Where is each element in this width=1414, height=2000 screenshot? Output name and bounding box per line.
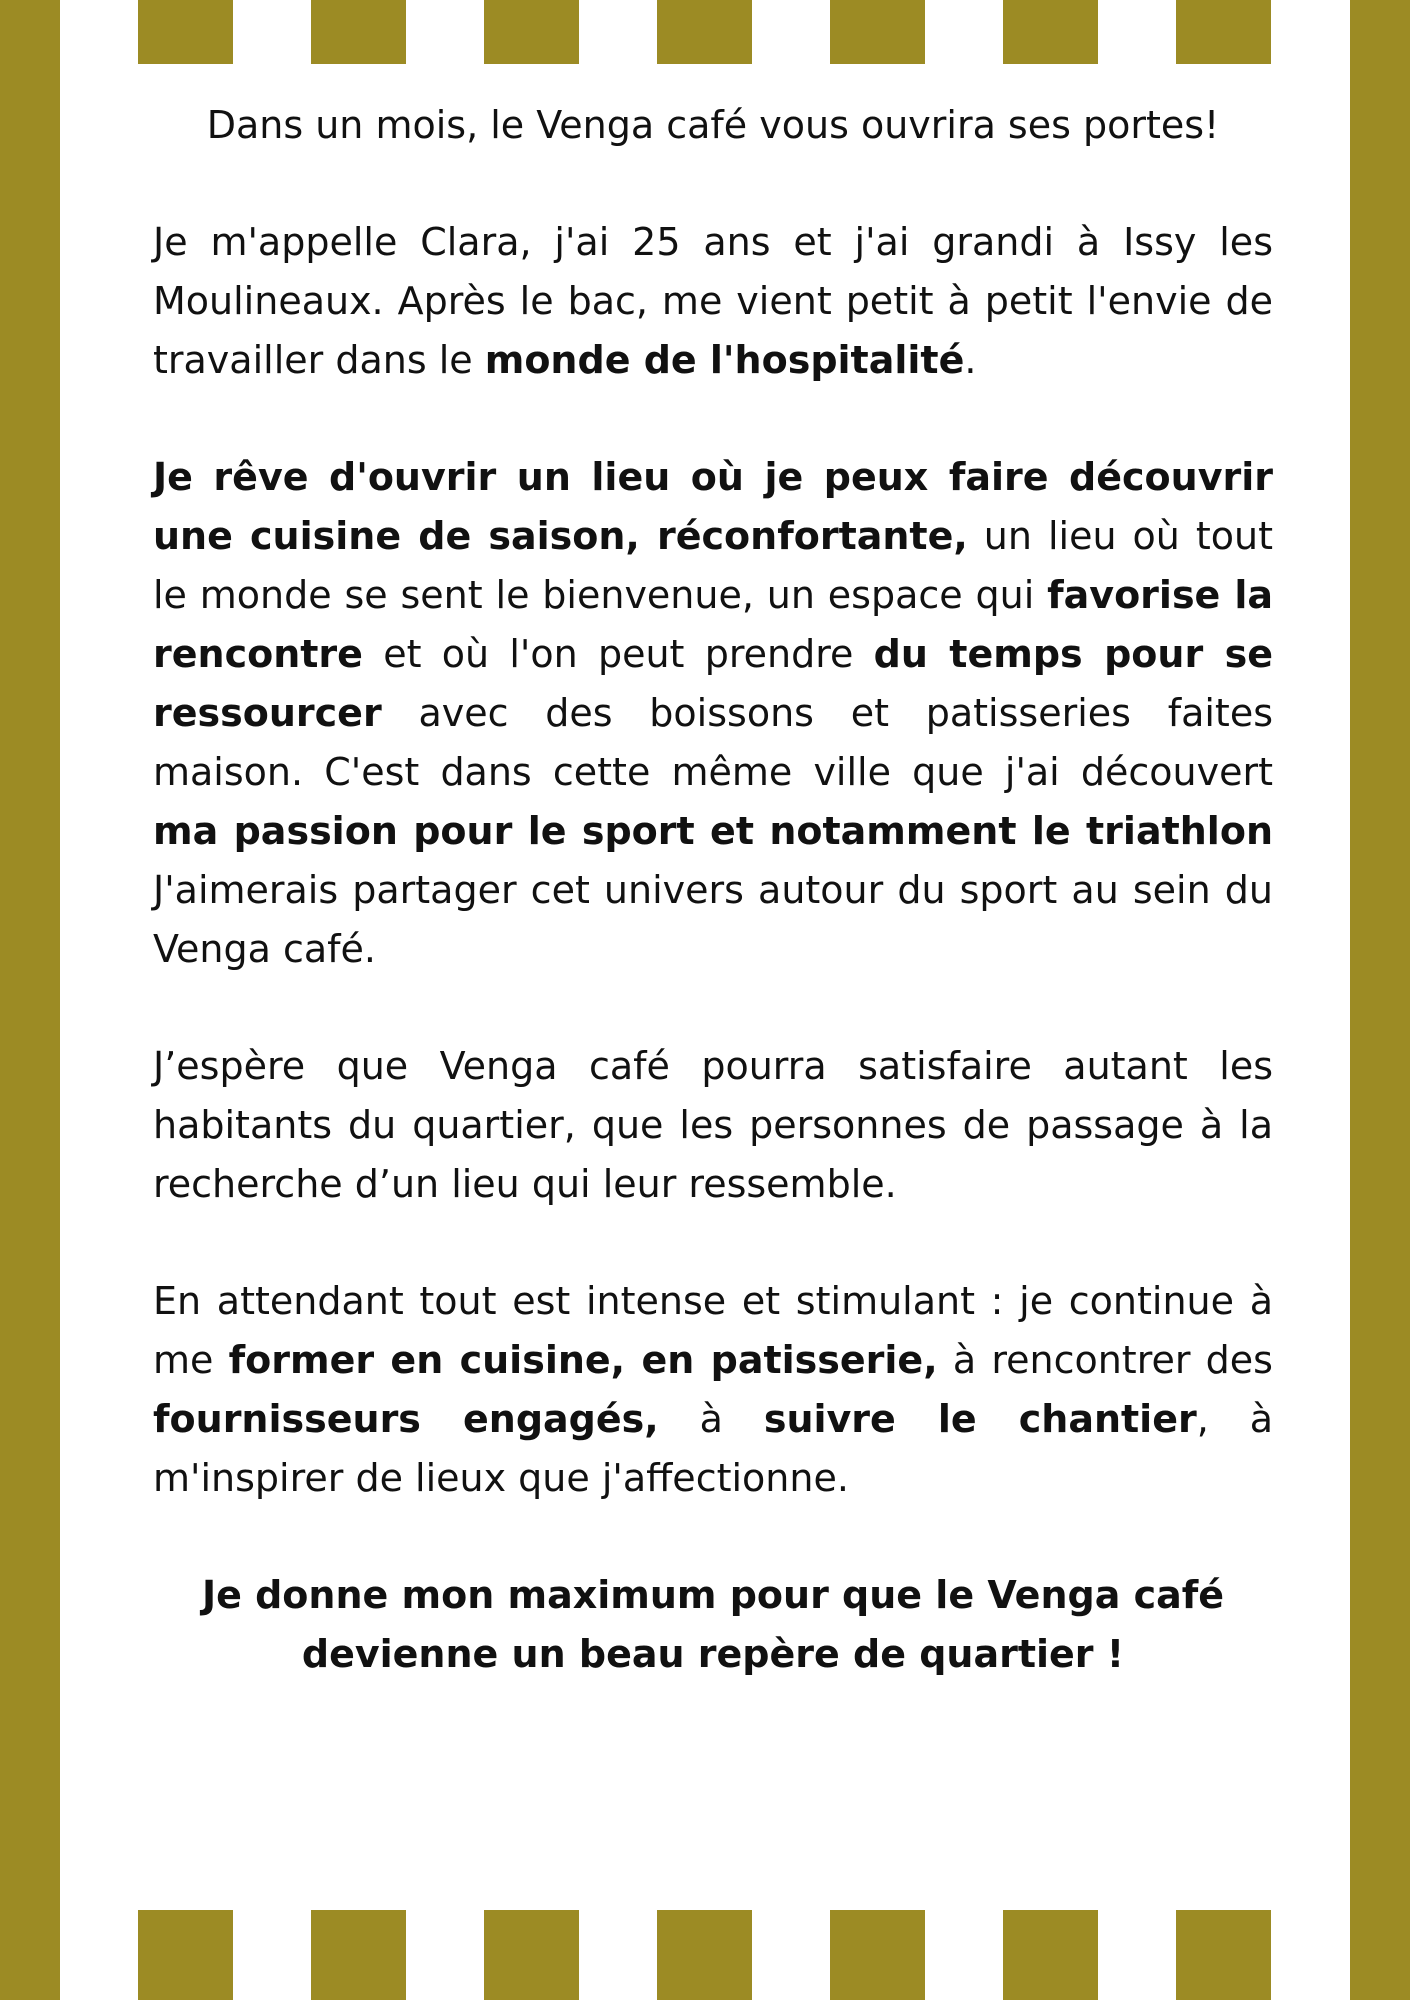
paragraph-text: J'aimerais partager cet univers autour du sport au sein du Venga café. bbox=[153, 868, 1273, 971]
paragraph-hope: J’espère que Venga café pourra satisfaire autant les habitants du quartier, que les personnes de passage à la recherche d’un lieu qui leur ressemble. bbox=[153, 1044, 1273, 1206]
intro-line: Dans un mois, le Venga café vous ouvrira ses portes! bbox=[206, 103, 1220, 147]
paragraph-text: à rencontrer des bbox=[937, 1338, 1273, 1382]
paragraph-text: . bbox=[964, 338, 977, 382]
border-square bbox=[657, 1910, 752, 2000]
left-border-band bbox=[0, 0, 60, 2000]
emphasis-text: favorise la rencontre bbox=[153, 573, 1273, 676]
emphasis-text: fournisseurs engagés, bbox=[153, 1397, 659, 1441]
letter-body bbox=[153, 96, 1273, 1742]
border-square bbox=[1003, 0, 1098, 64]
emphasis-text: du temps pour se ressourcer bbox=[153, 632, 1273, 735]
paragraph-text: Je m'appelle Clara, j'ai 25 ans et j'ai grandi à Issy les Moulineaux. Après le bac, me vient petit à petit l'envie de travailler dans le bbox=[153, 220, 1273, 382]
border-square bbox=[1003, 1910, 1098, 2000]
top-square-border bbox=[0, 0, 1414, 64]
border-square bbox=[484, 1910, 579, 2000]
border-square bbox=[1176, 0, 1271, 64]
border-square bbox=[138, 1910, 233, 2000]
emphasis-text: Je rêve d'ouvrir un lieu où je peux faire découvrir une cuisine de saison, réconfortante, bbox=[153, 455, 1273, 558]
border-square bbox=[830, 0, 925, 64]
border-square bbox=[138, 0, 233, 64]
right-border-band bbox=[1350, 0, 1410, 2000]
paragraph-text: avec des boissons et patisseries faites maison. C'est dans cette même ville que j'ai découvert bbox=[153, 691, 1273, 794]
emphasis-text: monde de l'hospitalité bbox=[484, 338, 965, 382]
paragraph-text: , à m'inspirer de lieux que j'affectionne. bbox=[153, 1397, 1273, 1500]
bottom-square-border bbox=[0, 1910, 1414, 2000]
closing-statement: Je donne mon maximum pour que le Venga café devienne un beau repère de quartier ! bbox=[201, 1573, 1225, 1676]
border-square bbox=[311, 0, 406, 64]
paragraph-meanwhile bbox=[153, 1272, 1273, 1508]
paragraph-dream bbox=[153, 448, 1273, 979]
border-square bbox=[1176, 1910, 1271, 2000]
paragraph-text: un lieu où tout le monde se sent le bienvenue, un espace qui bbox=[153, 514, 1273, 617]
paragraph-text: à bbox=[658, 1397, 764, 1441]
border-square bbox=[657, 0, 752, 64]
paragraph-introduction bbox=[153, 213, 1273, 390]
paragraph-text: et où l'on peut prendre bbox=[362, 632, 874, 676]
emphasis-text: ma passion pour le sport et notamment le triathlon bbox=[153, 809, 1273, 853]
border-square bbox=[484, 0, 579, 64]
emphasis-text: suivre le chantier bbox=[763, 1397, 1197, 1441]
border-square bbox=[830, 1910, 925, 2000]
emphasis-text: former en cuisine, en patisserie, bbox=[228, 1338, 938, 1382]
paragraph-text: En attendant tout est intense et stimulant : je continue à me bbox=[153, 1279, 1273, 1382]
border-square bbox=[311, 1910, 406, 2000]
